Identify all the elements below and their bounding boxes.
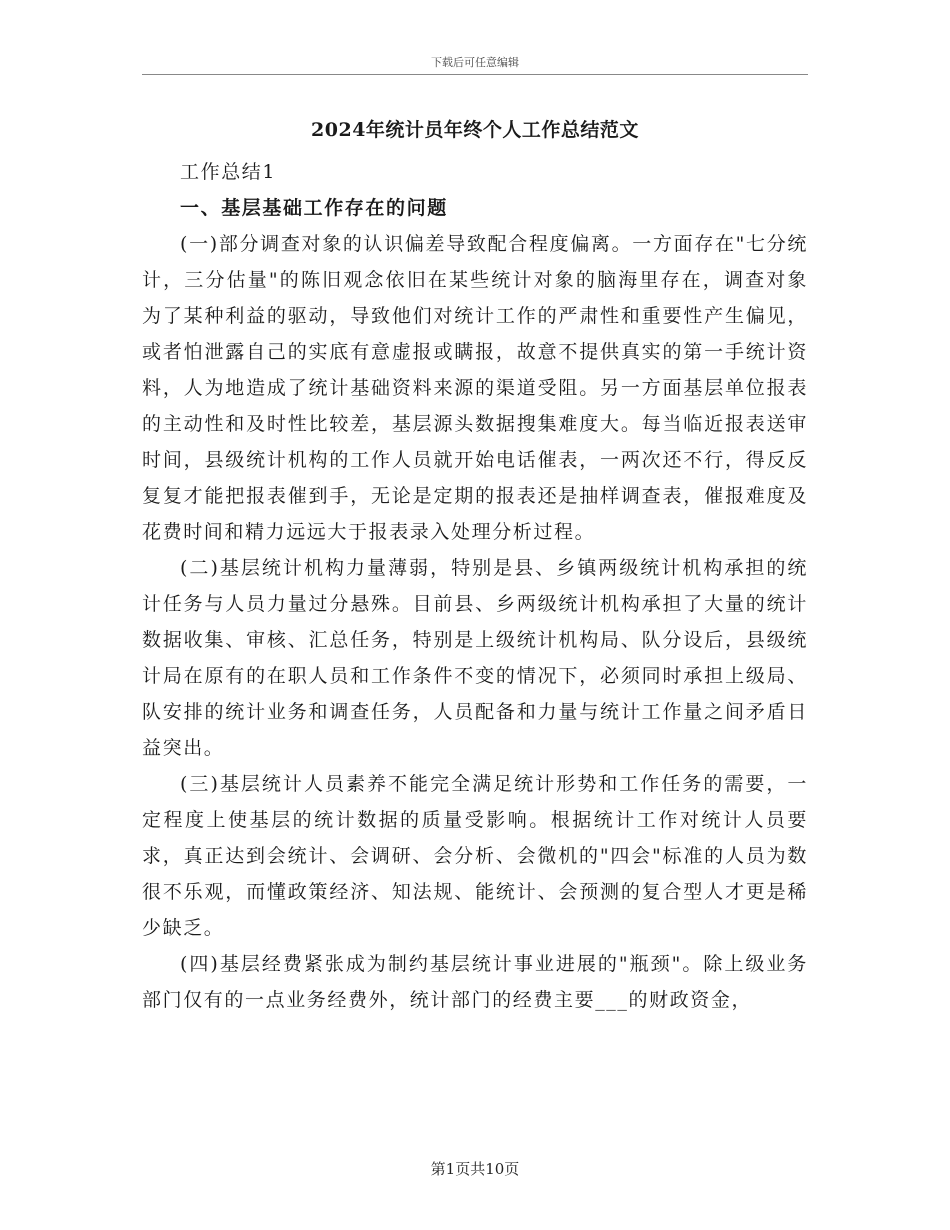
header-note: 下载后可任意编辑 (431, 56, 519, 69)
paragraph-2: (二)基层统计机构力量薄弱，特别是县、乡镇两级统计机构承担的统计任务与人员力量过分悬殊。目前县、乡两级统计机构承担了大量的统计数据收集、审核、汇总任务，特别是上级统计机构局、队分设后，县级统计局在原有的在职人员和工作条件不变的情况下，必须同时承担上级局、队安排的统计业务和调查任务，人员配备和力量与统计工作量之间矛盾日益突出。 (142, 557, 808, 759)
header-divider (142, 74, 808, 75)
section-heading: 一、基层基础工作存在的问题 (180, 197, 448, 219)
document-body (142, 112, 808, 1018)
paragraph-4: (四)基层经费紧张成为制约基层统计事业进展的"瓶颈"。除上级业务部门仅有的一点业务经费外，统计部门的经费主要___的财政资金， (142, 953, 808, 1011)
paragraph-1: (一)部分调查对象的认识偏差导致配合程度偏离。一方面存在"七分统计，三分估量"的陈旧观念依旧在某些统计对象的脑海里存在，调查对象为了某种利益的驱动，导致他们对统计工作的严肃性和重要性产生偏见，或者怕泄露自己的实底有意虚报或瞒报，故意不提供真实的第一手统计资料，人为地造成了统计基础资料来源的渠道受阻。另一方面基层单位报表的主动性和及时性比较差，基层源头数据搜集难度大。每当临近报表送审时间，县级统计机构的工作人员就开始电话催表，一两次还不行，得反反复复才能把报表催到手，无论是定期的报表还是抽样调查表，催报难度及花费时间和精力远远大于报表录入处理分析过程。 (142, 233, 808, 543)
paragraph-3: (三)基层统计人员素养不能完全满足统计形势和工作任务的需要，一定程度上使基层的统计数据的质量受影响。根据统计工作对统计人员要求，真正达到会统计、会调研、会分析、会微机的"四会"标准的人员为数很不乐观，而懂政策经济、知法规、能统计、会预测的复合型人才更是稀少缺乏。 (142, 773, 808, 939)
section-label: 工作总结1 (180, 161, 277, 183)
document-title: 2024年统计员年终个人工作总结范文 (311, 119, 639, 141)
page-footer: 第1页共10页 (430, 1160, 520, 1178)
